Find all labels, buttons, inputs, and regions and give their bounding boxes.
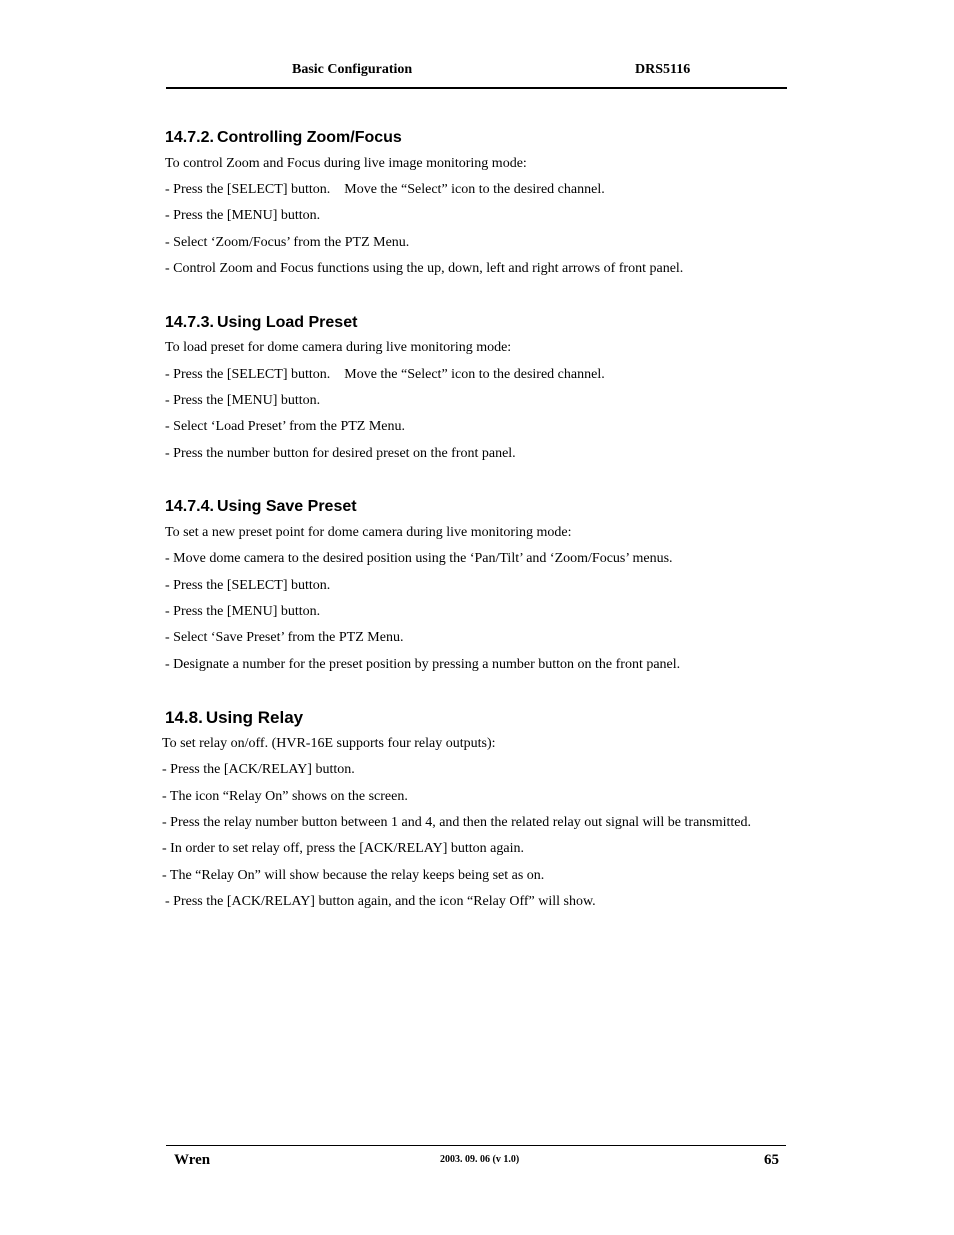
body-line: - Press the [SELECT] button. Move the “Select” icon to the desired channel. — [165, 367, 605, 382]
body-line: To set relay on/off. (HVR-16E supports four relay outputs): — [162, 736, 496, 751]
section-heading-using-relay — [165, 707, 303, 729]
body-line: To load preset for dome camera during live monitoring mode: — [165, 340, 512, 355]
body-line: - Press the [MENU] button. — [165, 604, 321, 619]
body-line: - Press the [MENU] button. — [165, 393, 321, 408]
header-rule — [166, 87, 787, 89]
footer-rule — [166, 1145, 786, 1146]
body-line: - Press the number button for desired preset on the front panel. — [165, 446, 516, 461]
section-heading-save-preset — [165, 497, 357, 517]
body-line: - Select ‘Save Preset’ from the PTZ Menu. — [165, 630, 404, 645]
section-number: 14.7.2. — [165, 129, 214, 146]
body-line: - Select ‘Load Preset’ from the PTZ Menu. — [165, 419, 406, 434]
body-line: - Press the [ACK/RELAY] button again, and the icon “Relay Off” will show. — [165, 894, 596, 909]
header-model: DRS5116 — [635, 62, 691, 77]
body-line: - The “Relay On” will show because the relay keeps being set as on. — [162, 868, 545, 883]
header-title: Basic Configuration — [292, 62, 413, 77]
body-line: - Press the [SELECT] button. — [165, 578, 331, 593]
body-line: To control Zoom and Focus during live image monitoring mode: — [165, 156, 527, 171]
section-title: Using Save Preset — [216, 498, 357, 515]
section-heading-load-preset — [165, 313, 357, 333]
body-line: - Move dome camera to the desired position using the ‘Pan/Tilt’ and ‘Zoom/Focus’ menus. — [165, 551, 673, 566]
body-line: To set a new preset point for dome camera during live monitoring mode: — [165, 525, 572, 540]
body-line: - Control Zoom and Focus functions using the up, down, left and right arrows of front panel. — [165, 261, 684, 276]
footer-date-version: 2003. 09. 06 (v 1.0) — [440, 1154, 520, 1165]
body-line: - Press the [SELECT] button. Move the “Select” icon to the desired channel. — [165, 182, 605, 197]
section-number: 14.8. — [165, 708, 203, 727]
body-line: - Select ‘Zoom/Focus’ from the PTZ Menu. — [165, 235, 410, 250]
footer-page-number: 65 — [764, 1152, 779, 1168]
section-number: 14.7.4. — [165, 498, 214, 515]
body-line: - Press the [MENU] button. — [165, 208, 321, 223]
body-line: - In order to set relay off, press the [ACK/RELAY] button again. — [162, 841, 524, 856]
section-title: Controlling Zoom/Focus — [216, 129, 402, 146]
body-line: - Press the relay number button between 1 and 4, and then the related relay out signal will be transmitted. — [162, 815, 751, 830]
section-title: Using Load Preset — [216, 314, 358, 331]
body-line: - The icon “Relay On” shows on the screen. — [162, 789, 408, 804]
section-number: 14.7.3. — [165, 314, 214, 331]
footer-company: Wren — [174, 1152, 211, 1168]
section-title: Using Relay — [205, 708, 304, 727]
body-line: - Press the [ACK/RELAY] button. — [162, 762, 355, 777]
body-line: - Designate a number for the preset position by pressing a number button on the front panel. — [165, 657, 681, 672]
section-heading-zoom-focus — [165, 128, 402, 148]
